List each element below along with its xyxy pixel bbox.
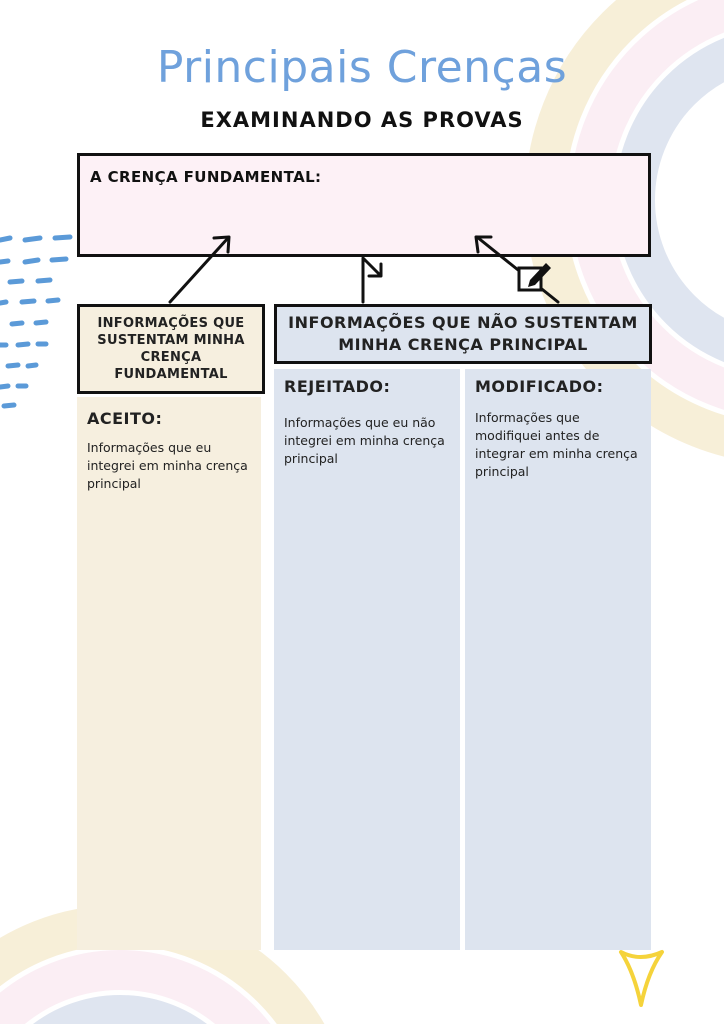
core-belief-label: A CRENÇA FUNDAMENTAL: — [90, 168, 322, 186]
arrow-supporting-to-core — [170, 237, 229, 302]
page-subtitle: EXAMINANDO AS PROVAS — [200, 108, 524, 132]
edit-pencil-icon — [519, 263, 551, 290]
non-supporting-info-label: INFORMAÇÕES QUE NÃO SUSTENTAM MINHA CRENÇA PRINCIPAL — [288, 313, 638, 354]
modified-heading: MODIFICADO: — [475, 377, 604, 396]
arrow-core-to-non-supporting — [363, 258, 381, 302]
accepted-heading: ACEITO: — [87, 409, 163, 428]
supporting-info-label: INFORMAÇÕES QUE SUSTENTAM MINHA CRENÇA FUNDAMENTAL — [97, 316, 245, 382]
modified-description: Informações que modifiquei antes de integrar em minha crença principal — [475, 410, 638, 479]
accepted-description: Informações que eu integrei em minha crença principal — [87, 440, 248, 491]
rejected-description: Informações que eu não integrei em minha crença principal — [284, 415, 445, 466]
rejected-heading: REJEITADO: — [284, 377, 391, 396]
page-title: Principais Crenças — [156, 42, 568, 93]
